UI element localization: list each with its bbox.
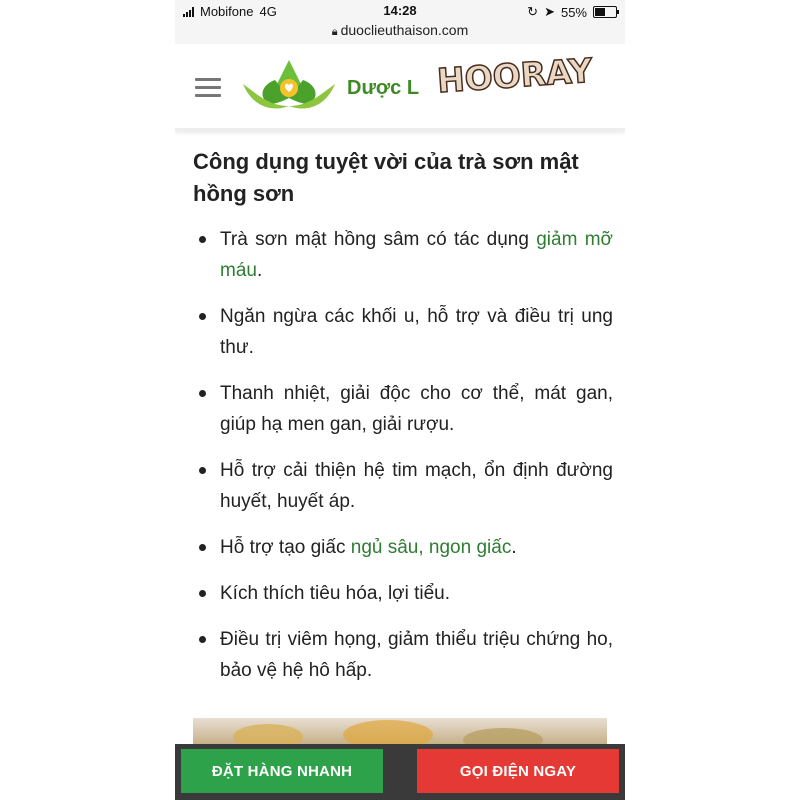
status-bar <box>175 0 625 22</box>
article-title: Công dụng tuyệt vời của trà sơn mật hồng sơn <box>193 149 579 206</box>
site-header <box>175 44 625 132</box>
benefit-item <box>193 224 613 286</box>
benefit-text: Hỗ trợ cải thiện hệ tim mạch, ổn định đường huyết, huyết áp. <box>220 460 613 512</box>
cta-bar <box>175 744 625 800</box>
order-now-button[interactable]: ĐẶT HÀNG NHANH <box>181 749 383 793</box>
bullet-icon <box>199 467 206 474</box>
rotation-lock-icon: ↻ <box>527 4 539 19</box>
benefit-item <box>193 532 613 563</box>
benefit-text: Trà sơn mật hồng sâm có tác dụng <box>220 229 537 250</box>
battery-fill <box>595 8 605 16</box>
benefit-item <box>193 624 613 686</box>
url-text: duoclieuthaison.com <box>340 22 469 38</box>
hamburger-menu-icon[interactable] <box>195 78 221 98</box>
battery-icon <box>593 6 617 18</box>
benefit-text-end: . <box>256 260 263 281</box>
bullet-icon <box>199 313 206 320</box>
lotus-logo-icon[interactable] <box>239 54 339 118</box>
bullet-icon <box>199 590 206 597</box>
benefit-link[interactable]: giảm mỡ máu <box>220 229 614 281</box>
benefit-item <box>193 301 613 363</box>
benefit-text: Ngăn ngừa các khối u, hỗ trợ và điều trị ung thư. <box>220 306 613 358</box>
carrier-name: Mobifone <box>200 4 254 19</box>
location-arrow-icon: ➤ <box>544 4 555 19</box>
benefit-text: Thanh nhiệt, giải độc cho cơ thể, mát gan, giúp hạ men gan, giải rượu. <box>220 383 613 435</box>
bullet-icon <box>199 390 206 397</box>
clock: 14:28 <box>383 3 417 18</box>
article-content <box>193 146 613 701</box>
bullet-icon <box>199 544 206 551</box>
brand-name[interactable]: Dược L <box>347 77 420 99</box>
benefit-item <box>193 578 613 609</box>
address-bar[interactable] <box>175 22 625 44</box>
phone-screen <box>175 0 625 800</box>
benefit-text: Hỗ trợ tạo giấc <box>220 537 351 558</box>
benefits-list <box>193 224 613 686</box>
benefit-item <box>193 378 613 440</box>
benefit-text: Kích thích tiêu hóa, lợi tiểu. <box>220 583 451 604</box>
call-now-button[interactable]: GỌI ĐIỆN NGAY <box>417 749 619 793</box>
benefit-item <box>193 455 613 517</box>
bullet-icon <box>199 636 206 643</box>
bullet-icon <box>199 236 206 243</box>
benefit-text: Điều trị viêm họng, giảm thiểu triệu chứng ho, bảo vệ hệ hô hấp. <box>220 629 613 681</box>
battery-percent: 55% <box>560 4 587 20</box>
benefit-text-end: . <box>511 537 517 558</box>
hooray-sticker: HOORAY <box>435 50 594 101</box>
benefit-link[interactable]: ngủ sâu, ngon giấc <box>350 537 512 558</box>
network-type: 4G <box>259 4 277 19</box>
lock-icon: 🔒︎ <box>331 26 338 38</box>
